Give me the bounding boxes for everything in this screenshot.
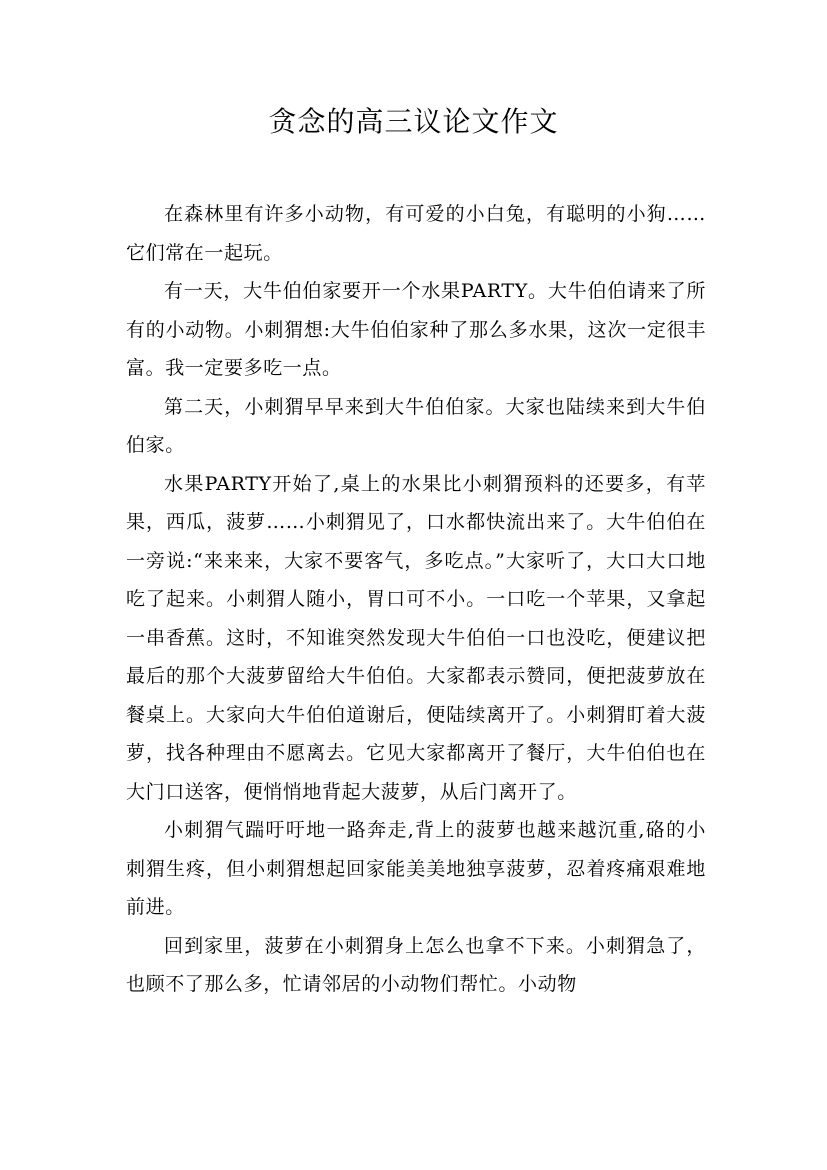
- paragraph: 小刺猬气踹吁吁地一路奔走,背上的菠萝也越来越沉重,硌的小刺猬生疼，但小刺猬想起回家能美美地独享菠萝，忍着疼痛艰难地前进。: [126, 819, 706, 918]
- paragraph: 第二天，小刺猬早早来到大牛伯伯家。大家也陆续来到大牛伯伯家。: [126, 395, 706, 456]
- paragraph: 水果PARTY开始了,桌上的水果比小刺猬预料的还要多，有苹果，西瓜，菠萝……小刺猬见了，口水都快流出来了。大牛伯伯在一旁说:“来来来，大家不要客气，多吃点。”大家听了，大口大口地吃了起来。小刺猬人随小，胃口可不小。一口吃一个苹果，又拿起一串香蕉。这时，不知谁突然发现大牛伯伯一口也没吃，便建议把最后的那个大菠萝留给大牛伯伯。大家都表示赞同，便把菠萝放在餐桌上。大家向大牛伯伯道谢后，便陆续离开了。小刺猬盯着大菠萝，找各种理由不愿离去。它见大家都离开了餐厅，大牛伯伯也在大门口送客，便悄悄地背起大菠萝，从后门离开了。: [126, 472, 706, 803]
- document-title: 贪念的高三议论文作文: [268, 105, 559, 138]
- paragraph: 有一天，大牛伯伯家要开一个水果PARTY。大牛伯伯请来了所有的小动物。小刺猬想:大牛伯伯家种了那么多水果，这次一定很丰富。我一定要多吃一点。: [126, 280, 706, 379]
- document-body: [126, 195, 706, 1004]
- paragraph: 在森林里有许多小动物，有可爱的小白兔，有聪明的小狗……它们常在一起玩。: [126, 203, 706, 264]
- paragraph: 回到家里，菠萝在小刺猬身上怎么也拿不下来。小刺猬急了，也顾不了那么多，忙请邻居的小动物们帮忙。小动物: [126, 934, 706, 995]
